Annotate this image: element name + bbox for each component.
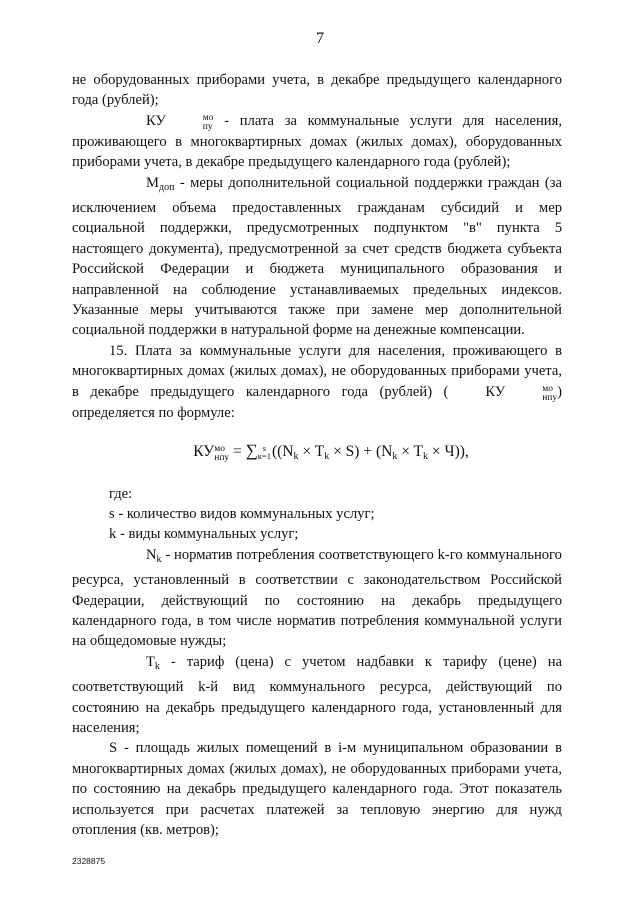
symbol-base: N (146, 546, 157, 563)
formula (100, 441, 562, 467)
symbol-base: М (146, 174, 159, 191)
formula-part: × T (397, 443, 423, 461)
definition-text: плата за коммунальные услуги для населения, проживающего в многоквартирных домах (жилых домах), оборудованных приборами учета, в декабре предыдущего календарного года (рублей); (72, 112, 562, 171)
formula-lhs (193, 442, 229, 463)
definition-tk (72, 652, 562, 739)
symbol-base: T (146, 653, 155, 670)
definition-text: тариф (цена) с учетом надбавки к тарифу (цене) на соответствующий k-й вид коммунального ресурса, действующий по состоянию на декабрь предыдущего календарного года, установленный для населения; (72, 653, 562, 736)
formula-subscript: k (324, 451, 330, 463)
formula-part: × S) + (N (329, 443, 393, 461)
symbol-subscript: нпу (542, 392, 558, 403)
sum-lower-limit: к=1 (257, 451, 271, 462)
page-number: 7 (316, 30, 324, 47)
definition-dash: - (174, 174, 191, 191)
symbol-ku-npu (448, 382, 557, 403)
formula-part: × T (298, 443, 325, 461)
symbol-subscript: нпу (214, 453, 230, 464)
definition-text: норматив потребления соответствующего k-го коммунального ресурса, установленный в соответствии с законодательством Российской Федерации, действующий по состоянию на декабрь предыдущего календарного года, в том числе норматив потребления коммунальной услуги на общедомовые нужды; (72, 546, 562, 650)
paragraph-continuation: не оборудованных приборами учета, в декабре предыдущего календарного года (рублей); (72, 72, 562, 109)
definition-text: меры дополнительной социальной поддержки граждан (за исключением объема предоставленных гражданам субсидий и мер социальной поддержки, предусмотренных подпунктом "в" пункта 5 настоящего документа), предусмотренной за счет средств бюджета субъекта Российской Федерации и бюджета муниципального образования и направленной на соблюдение устанавливаемых предельных индексов. Указанные меры учитываются также при замене мер дополнительной социальной поддержки в натуральной форме на денежные компенсации. (72, 174, 562, 339)
symbol-subscript: k (156, 553, 162, 565)
symbol-nk (109, 545, 162, 570)
definition-dash: - (161, 546, 175, 563)
definition-dash: - (213, 112, 240, 129)
symbol-m-don (109, 173, 174, 198)
symbol-subscript: пу (202, 121, 213, 132)
paragraph-15 (72, 341, 562, 403)
definition-s: s - количество видов коммунальных услуг; (109, 505, 375, 522)
symbol-superscript: мо (214, 444, 225, 455)
sum-sign: ∑ (245, 441, 258, 461)
sum-limits (258, 444, 271, 460)
symbol-subscript: доп (158, 181, 175, 193)
formula-part: ((N (271, 443, 294, 461)
symbol-superscript: мо (542, 383, 553, 394)
symbol-base: КУ (485, 383, 506, 400)
symbol-base: КУ (193, 443, 215, 461)
formula-part: × Ч)), (428, 443, 469, 461)
symbol-tk (109, 652, 160, 677)
formula-subscript: k (293, 451, 299, 463)
where-label: где: (109, 485, 133, 502)
definition-nk (72, 545, 562, 652)
document-id: 2328875 (72, 856, 106, 866)
paragraph-15-close: ) (557, 383, 562, 400)
symbol-subscript: k (154, 660, 160, 672)
paragraph-15-text: 15. Плата за коммунальные услуги для населения, проживающего в многоквартирных домах (жилых домах), не оборудованных приборами учета, в декабре предыдущего календарного года (рублей) ( (72, 342, 562, 400)
formula-equals: = (229, 443, 246, 461)
definition-dash: - (159, 653, 187, 670)
symbol-superscript: мо (202, 112, 214, 123)
symbol-ku-pu (109, 111, 214, 132)
definition-area-s: S - площадь жилых помещений в i-м муниципальном образовании в многоквартирных домах (жилых домах), не оборудованных приборами учета, по состоянию на декабрь предыдущего календарного года. Этот показатель используется при расчетах платежей за тепловую энергию для нужд отопления (кв. метров); (72, 740, 562, 838)
paragraph-15-line2: определяется по формуле: (72, 404, 235, 421)
formula-subscript: k (423, 451, 428, 463)
definition-k: k - виды коммунальных услуг; (109, 526, 299, 543)
formula-subscript: k (392, 451, 398, 463)
definition-m-don (72, 173, 562, 341)
symbol-base: КУ (146, 112, 166, 129)
definition-ku-pu (72, 111, 562, 173)
sum-upper-limit: s (262, 443, 267, 454)
document-body (72, 70, 562, 840)
